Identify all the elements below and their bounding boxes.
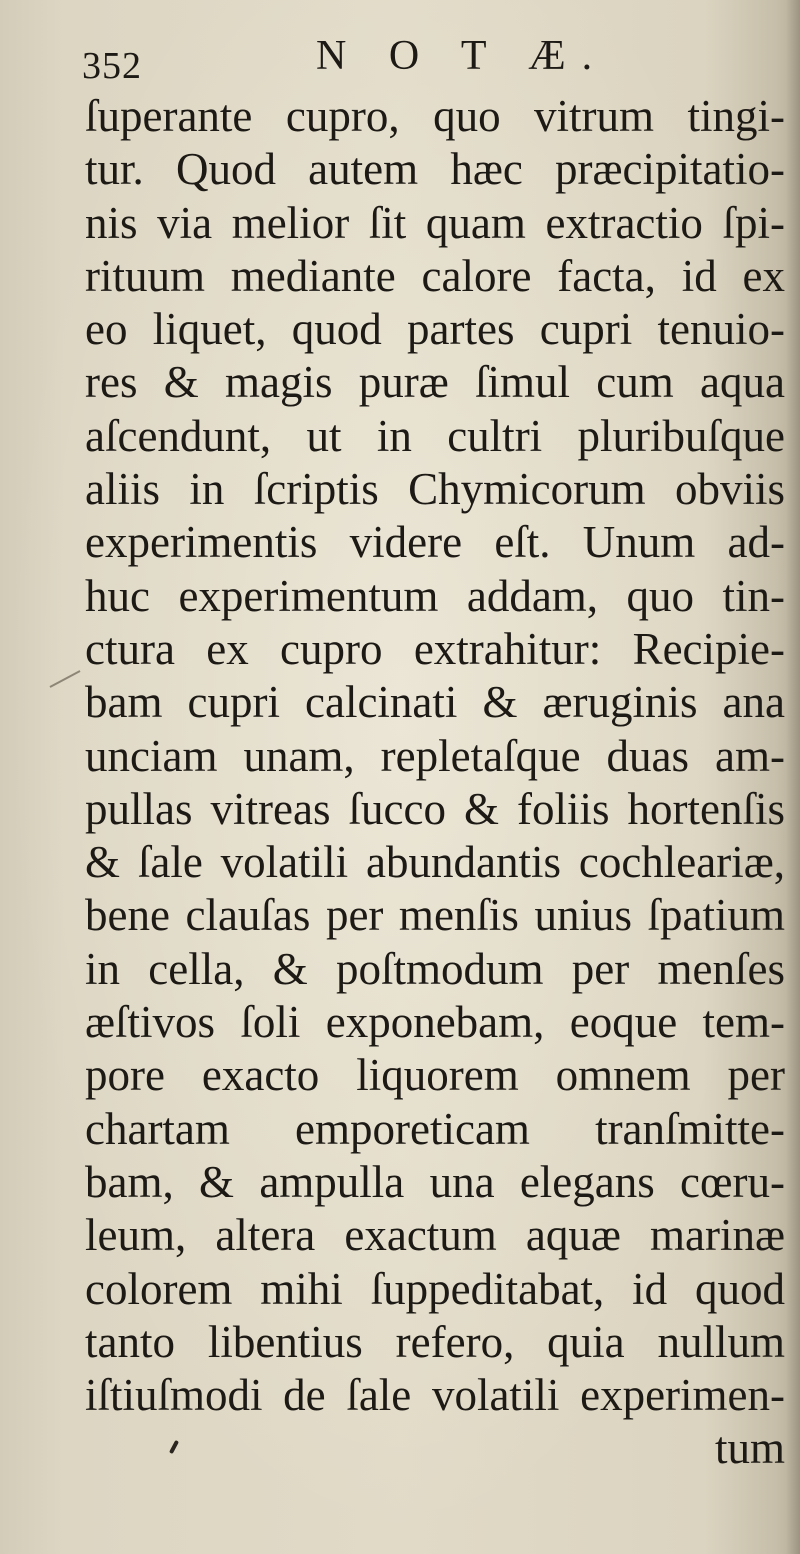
text-line: chartam emporeticam tranſmitte- bbox=[85, 1103, 785, 1154]
text-line: & ſale volatili abundantis cochleariæ, bbox=[85, 837, 785, 888]
running-title: N O T Æ. bbox=[316, 33, 609, 79]
page-number: 352 bbox=[82, 45, 142, 87]
text-line: iſtiuſmodi de ſale volatili experimen- bbox=[85, 1370, 785, 1421]
text-line: experimentis videre eſt. Unum ad- bbox=[85, 517, 785, 568]
text-line: pullas vitreas ſucco & foliis hortenſis bbox=[85, 783, 785, 834]
text-line: in cella, & poſtmodum per menſes bbox=[85, 943, 785, 994]
text-line: pore exacto liquorem omnem per bbox=[85, 1050, 785, 1101]
text-line: aſcendunt, ut in cultri pluribuſque bbox=[85, 410, 785, 461]
page-edge-shadow bbox=[786, 0, 800, 1554]
text-line: nis via melior ſit quam extractio ſpi- bbox=[85, 197, 785, 248]
text-line: eo liquet, quod partes cupri tenuio- bbox=[85, 304, 785, 355]
text-line: unciam unam, repletaſque duas am- bbox=[85, 730, 785, 781]
text-line: leum, altera exactum aquæ marinæ bbox=[85, 1210, 785, 1261]
text-line: tanto libentius refero, quia nullum bbox=[85, 1316, 785, 1367]
text-line: colorem mihi ſuppeditabat, id quod bbox=[85, 1263, 785, 1314]
text-line: æſtivos ſoli exponebam, eoque tem- bbox=[85, 997, 785, 1048]
text-line: rituum mediante calore facta, id ex bbox=[85, 250, 785, 301]
text-line: ſuperante cupro, quo vitrum tingi- bbox=[85, 91, 785, 141]
body-text bbox=[85, 90, 785, 1476]
text-line: bam cupri calcinati & æruginis ana bbox=[85, 677, 785, 728]
text-line: res & magis puræ ſimul cum aqua bbox=[85, 357, 785, 408]
margin-mark bbox=[50, 670, 81, 688]
page-header bbox=[0, 24, 800, 94]
text-line: ctura ex cupro extrahitur: Recipie- bbox=[85, 623, 785, 674]
text-line: aliis in ſcriptis Chymicorum obviis bbox=[85, 464, 785, 515]
catchword: tum bbox=[714, 1423, 785, 1474]
text-line: huc experimentum addam, quo tin- bbox=[85, 570, 785, 621]
text-line: bam, & ampulla una elegans cœru- bbox=[85, 1156, 785, 1207]
text-line: tur. Quod autem hæc præcipitatio- bbox=[85, 144, 785, 195]
text-line: bene clauſas per menſis unius ſpatium bbox=[85, 890, 785, 941]
